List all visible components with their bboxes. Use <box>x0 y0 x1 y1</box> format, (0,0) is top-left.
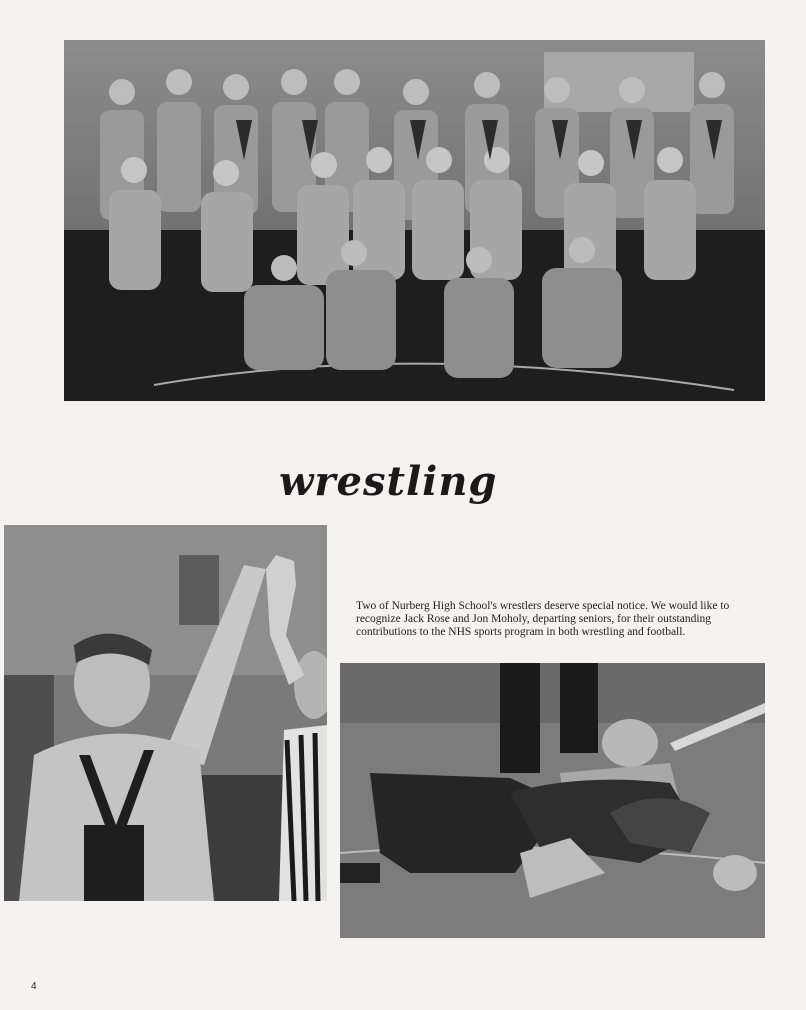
section-title: wrestling <box>279 458 498 505</box>
page-number: 4 <box>31 981 37 992</box>
article-caption: Two of Nurberg High School's wrestlers deserve special notice. We would like to recognize Jack Rose and Jon Moholy, departing seniors, for their outstanding contributions to the NHS sports program in both wrestling and football. <box>356 600 730 639</box>
team-group-photo <box>64 40 765 401</box>
wrestling-match-photo <box>340 663 765 938</box>
referee-victory-photo <box>4 525 327 901</box>
